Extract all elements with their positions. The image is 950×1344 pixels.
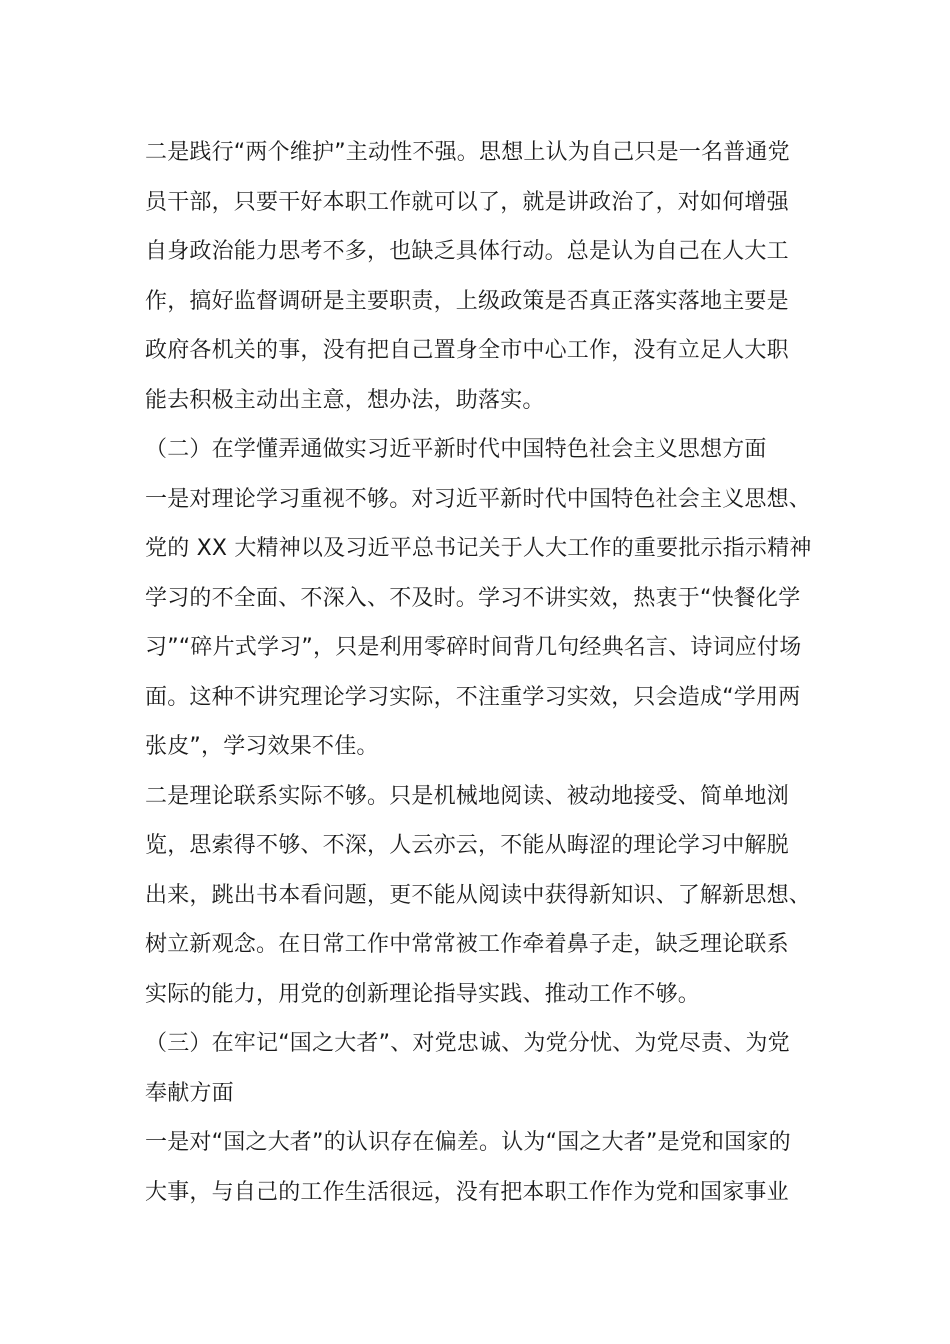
text-line: 能去积极主动出主意，想办法，助落实。 [145,387,545,413]
text-line: 实际的能力，用党的创新理论指导实践、推动工作不够。 [145,981,701,1007]
text-line: 政府各机关的事，没有把自己置身全市中心工作，没有立足人大职 [145,338,789,363]
text-line: 览，思索得不够、不深，人云亦云，不能从晦涩的理论学习中解脱 [145,833,789,858]
text-line: 自身政治能力思考不多，也缺乏具体行动。总是认为自己在人大工 [145,239,789,264]
section-heading-3 [145,1019,825,1118]
heading-line: 奉献方面 [145,1080,234,1106]
text-line: 一是对“国之大者”的认识存在偏差。认为“国之大者”是党和国家的 [145,1130,791,1155]
heading-line: （二）在学懂弄通做实习近平新时代中国特色社会主义思想方面 [145,437,767,462]
text-line: 树立新观念。在日常工作中常常被工作牵着鼻子走，缺乏理论联系 [145,932,789,957]
text-line: 张皮”，学习效果不佳。 [145,734,379,759]
text-line: 党的 XX 大精神以及习近平总书记关于人大工作的重要批示指示精神 [145,536,812,561]
text-line: 面。这种不讲究理论学习实际，不注重学习实效，只会造成“学用两 [145,684,801,710]
text-line: 作，搞好监督调研是主要职责，上级政策是否真正落实落地主要是 [145,288,789,314]
text-line: 二是践行“两个维护”主动性不强。思想上认为自己只是一名普通党 [145,140,790,165]
heading-line: （三）在牢记“国之大者”、对党忠诚、为党分忧、为党尽责、为党 [145,1031,790,1056]
section-heading-2 [145,425,825,475]
text-line: 出来，跳出书本看问题，更不能从阅读中获得新知识、了解新思想、 [145,882,812,908]
paragraph-theory-practice [145,772,825,1020]
text-line: 学习的不全面、不深入、不及时。学习不讲实效，热衷于“快餐化学 [145,585,801,611]
paragraph-two-safeguards [145,128,825,425]
paragraph-theory-study [145,475,825,772]
text-line: 大事，与自己的工作生活很远，没有把本职工作作为党和国家事业 [145,1179,789,1205]
text-line: 习”“碎片式学习”，只是利用零碎时间背几句经典名言、诗词应付场 [145,635,802,660]
document-body [145,128,825,1217]
paragraph-guozhidazhe [145,1118,825,1217]
text-line: 二是理论联系实际不够。只是机械地阅读、被动地接受、简单地浏 [145,783,789,809]
text-line: 一是对理论学习重视不够。对习近平新时代中国特色社会主义思想、 [145,486,812,512]
text-line: 员干部，只要干好本职工作就可以了，就是讲政治了，对如何增强 [145,189,789,215]
